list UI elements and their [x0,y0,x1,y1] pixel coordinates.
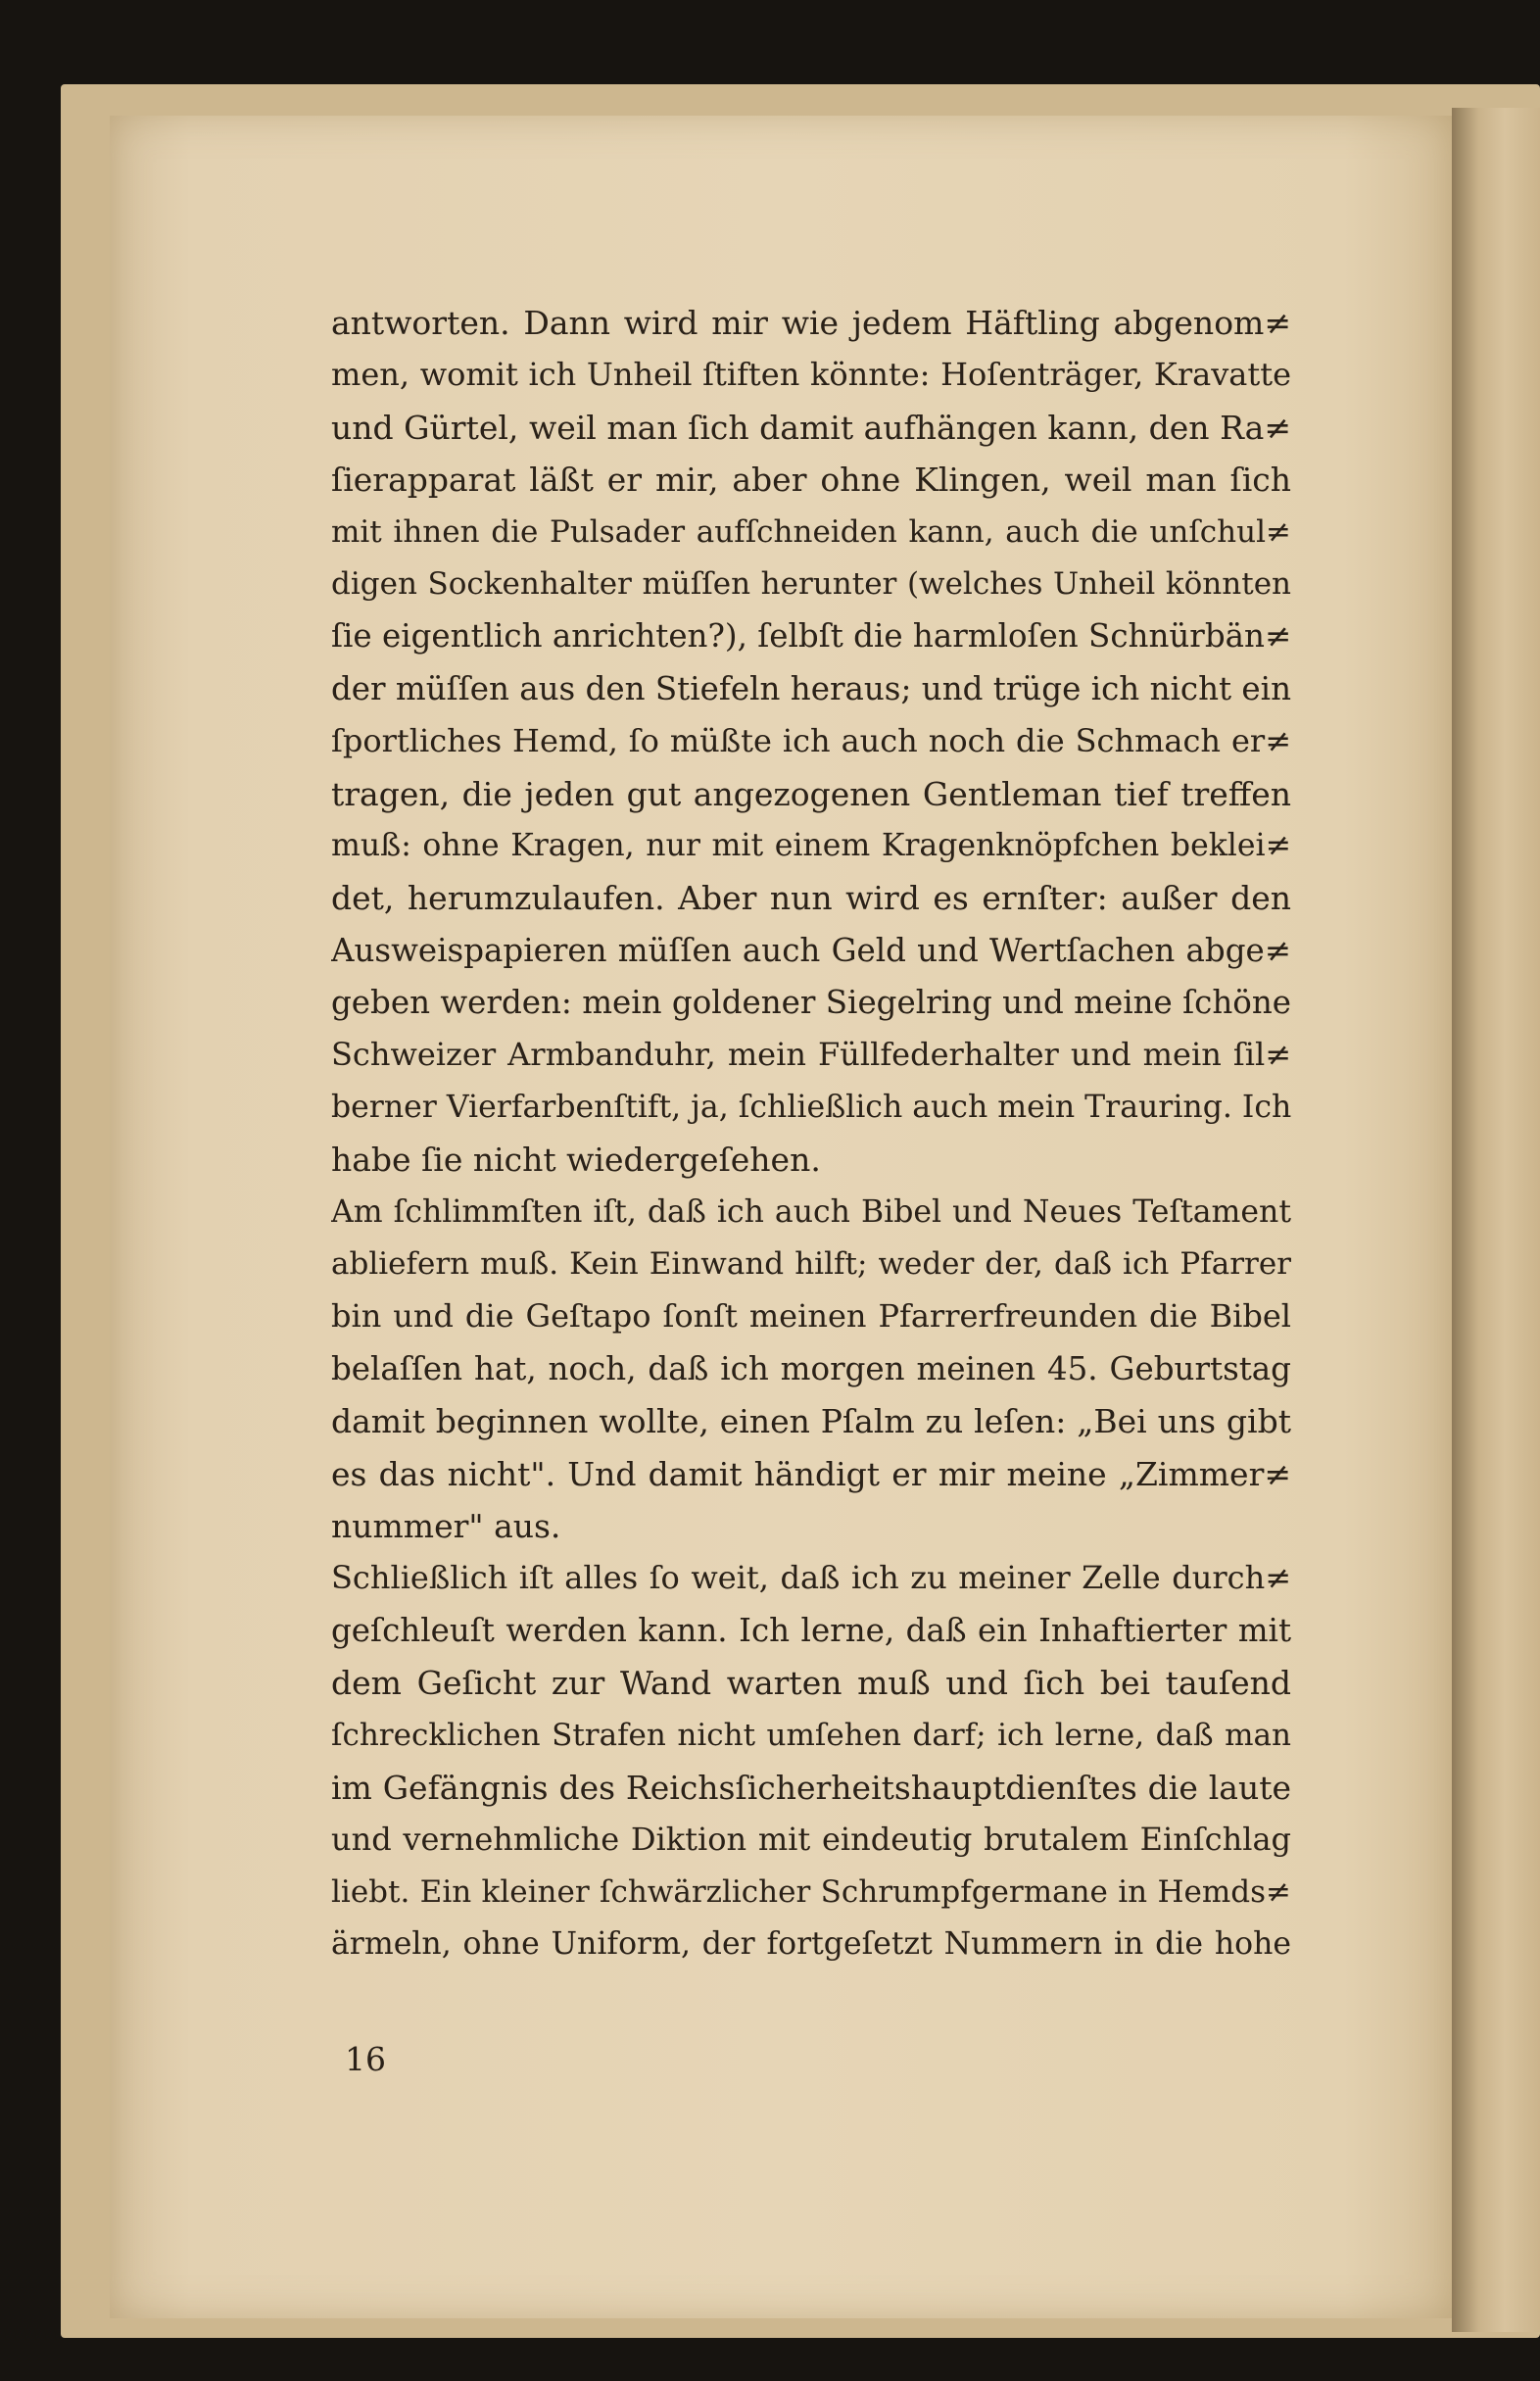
page-body-text [331,297,1291,1971]
text-line: es das nicht". Und damit händigt er mir meine „Zimmer≠ [331,1454,1291,1493]
text-line: ärmeln, ohne Uniform, der fortgeſetzt Nummern in die hohe [331,1926,1291,1963]
text-line: geſchleuſt werden kann. Ich lerne, daß ein Inhaftierter mit [331,1611,1291,1649]
text-line: mit ihnen die Pulsader aufſchneiden kann, auch die unſchul≠ [331,513,1291,550]
text-line: geben werden: mein goldener Siegelring und meine ſchöne [331,984,1291,1022]
text-line: Schweizer Armbanduhr, mein Füllfederhalter und mein ſil≠ [331,1036,1291,1074]
book-spine [1452,108,1540,2332]
text-line: muß: ohne Kragen, nur mit einem Kragenknöpfchen beklei≠ [331,827,1291,863]
text-line: digen Sockenhalter müſſen herunter (welches Unheil könnten [331,565,1291,602]
text-line: belaſſen hat, noch, daß ich morgen meinen 45. Geburtstag [331,1349,1291,1387]
text-line: und Gürtel, weil man ſich damit aufhängen kann, den Ra≠ [331,408,1291,447]
text-line: ſchrecklichen Strafen nicht umſehen darf; ich lerne, daß man [331,1717,1291,1753]
paragraph-end-line: habe ſie nicht wiedergeſehen. [331,1141,821,1180]
text-line: ſportliches Hemd, ſo müßte ich auch noch die Schmach er≠ [331,722,1291,760]
text-line: det, herumzulaufen. Aber nun wird es ernſter: außer den [331,879,1291,918]
text-line: abliefern muß. Kein Einwand hilft; weder der, daß ich Pfarrer [331,1246,1291,1283]
text-line: tragen, die jeden gut angezogenen Gentleman tief treffen [331,774,1291,813]
text-line: ſierapparat läßt er mir, aber ohne Klingen, weil man ſich [331,461,1291,500]
text-line: berner Vierfarbenſtift, ja, ſchließlich auch mein Trauring. Ich [331,1089,1291,1125]
text-line: dem Geſicht zur Wand warten muß und ſich bei tauſend [331,1664,1291,1703]
text-line: Ausweispapieren müſſen auch Geld und Wertſachen abge≠ [331,931,1291,969]
paragraph-end-line: nummer" aus. [331,1506,561,1545]
text-line: ſie eigentlich anrichten?), ſelbſt die harmloſen Schnürbän≠ [331,617,1291,656]
text-line: liebt. Ein kleiner ſchwärzlicher Schrumpfgermane in Hemds≠ [331,1873,1291,1910]
text-line: im Gefängnis des Reichsſicherheitshauptdienſtes die laute [331,1768,1291,1807]
text-line: der müſſen aus den Stiefeln heraus; und trüge ich nicht ein [331,669,1291,707]
text-line: damit beginnen wollte, einen Pſalm zu leſen: „Bei uns gibt [331,1402,1291,1441]
text-line: Schließlich iſt alles ſo weit, daß ich zu meiner Zelle durch≠ [331,1559,1291,1597]
text-line: bin und die Geſtapo ſonſt meinen Pfarrerfreunden die Bibel [331,1297,1291,1336]
text-line: antworten. Dann wird mir wie jedem Häftling abgenom≠ [331,304,1291,342]
text-line: men, womit ich Unheil ſtiften könnte: Hoſenträger, Kravatte [331,356,1291,394]
text-line: Am ſchlimmſten iſt, daß ich auch Bibel und Neues Teſtament [331,1193,1291,1230]
text-line: und vernehmliche Diktion mit eindeutig brutalem Einſchlag [331,1821,1291,1859]
page-number: 16 [345,2040,386,2078]
